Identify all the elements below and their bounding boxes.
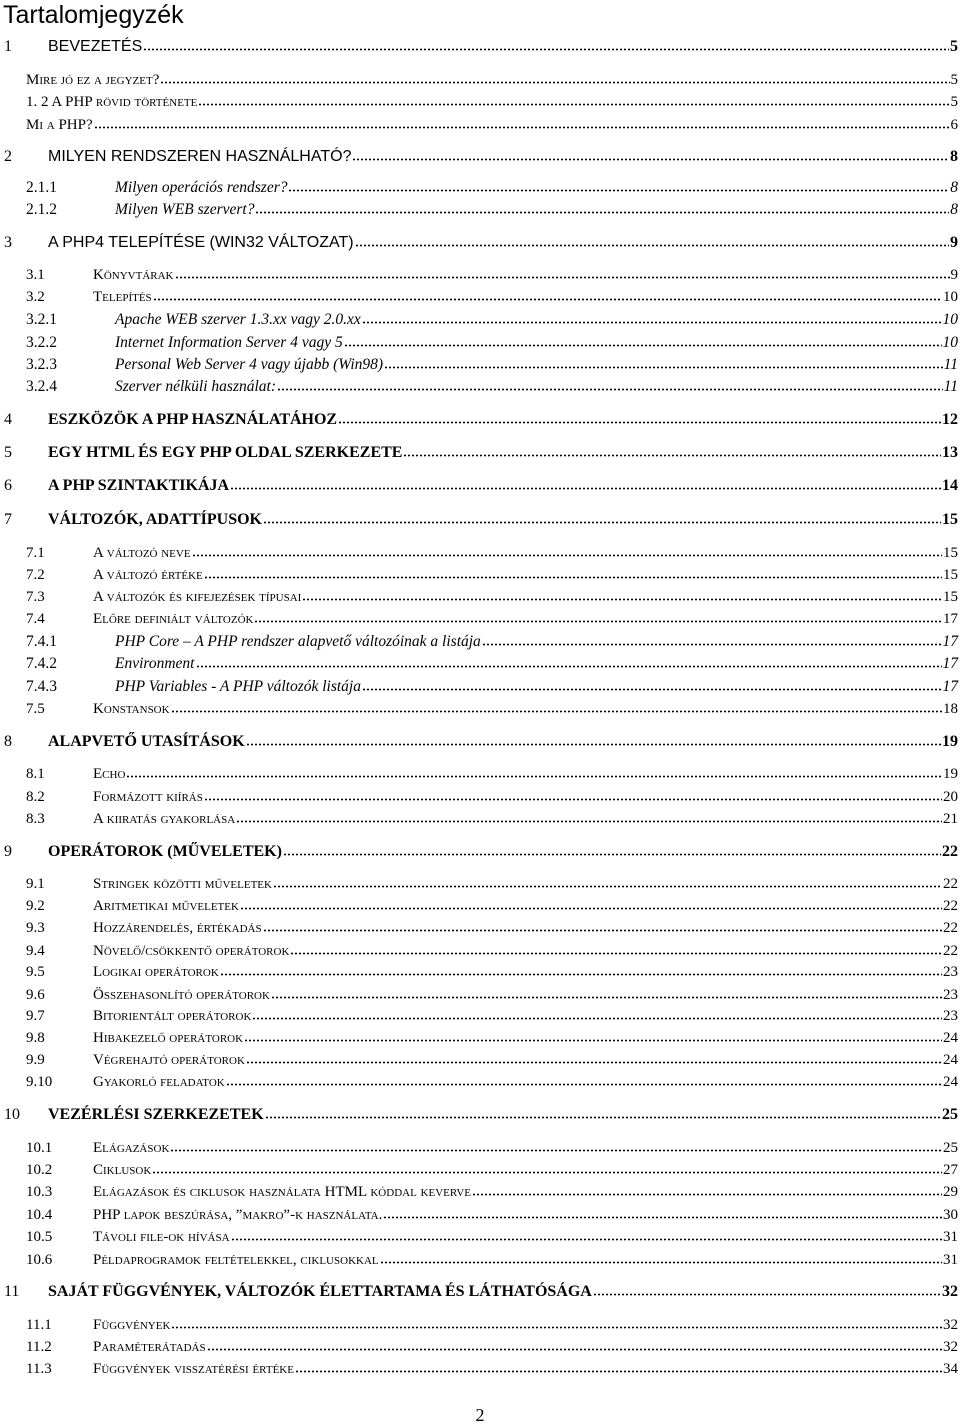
dot-leader: [403, 443, 941, 457]
toc-entry-number: 9.9: [26, 1052, 45, 1068]
dot-leader: [160, 70, 949, 84]
toc-entry-number: 10.4: [26, 1207, 53, 1223]
toc-entry-title: Personal Web Server 4 vagy újabb (Win98): [115, 356, 384, 373]
toc-entry-title: Mire jó ez a jegyzet?: [26, 72, 160, 88]
dot-leader: [277, 377, 943, 391]
toc-entry-page: 8: [950, 148, 958, 165]
toc-entry-title: Paraméterátadás: [93, 1339, 206, 1355]
toc-entry-title: Apache WEB szerver 1.3.xx vagy 2.0.xx: [115, 311, 361, 328]
dot-leader: [192, 543, 942, 557]
toc-entry[interactable]: [0, 874, 960, 896]
toc-entry[interactable]: [0, 1105, 960, 1127]
toc-entry-title: A változó neve: [93, 545, 191, 561]
toc-entry-title: VEZÉRLÉSI SZERKEZETEK: [48, 1106, 264, 1123]
toc-entry-page: 5: [950, 38, 958, 55]
toc-entry-number: 2: [4, 148, 12, 165]
dot-leader: [302, 587, 942, 601]
toc-entry[interactable]: [0, 1028, 960, 1050]
toc-entry-title: Függvények: [93, 1317, 171, 1333]
toc-entry-title: A változó értéke: [93, 567, 203, 583]
dot-leader: [171, 1315, 942, 1329]
dot-leader: [380, 1250, 942, 1264]
toc-entry[interactable]: [0, 587, 960, 609]
toc-entry-number: 10.2: [26, 1162, 53, 1178]
toc-entry[interactable]: [0, 355, 960, 377]
toc-entry-number: 9.6: [26, 987, 45, 1003]
toc-entry[interactable]: [0, 1359, 960, 1381]
toc-entry[interactable]: [0, 1160, 960, 1182]
toc-entry-title: Növelő/csökkentő operátorok: [93, 943, 290, 959]
toc-entry-number: 10.3: [26, 1184, 53, 1200]
toc-entry-number: 9: [4, 843, 12, 860]
toc-entry-page: 9: [950, 234, 958, 251]
toc-entry[interactable]: [0, 377, 960, 399]
toc-entry-title: Előre definiált változók: [93, 611, 254, 627]
toc-entry[interactable]: [0, 1315, 960, 1337]
dot-leader: [362, 310, 942, 324]
toc-entry[interactable]: [0, 233, 960, 255]
dot-leader: [175, 265, 950, 279]
dot-leader: [472, 1182, 942, 1196]
toc-entry[interactable]: [0, 147, 960, 169]
toc-entry[interactable]: [0, 609, 960, 631]
toc-entry-title: Environment: [115, 655, 195, 672]
dot-leader: [153, 287, 942, 301]
toc-entry-page: 22: [943, 920, 958, 936]
toc-entry[interactable]: [0, 333, 960, 355]
toc-entry-title: Mi a PHP?: [26, 117, 93, 133]
toc-entry-number: 7.4: [26, 611, 45, 627]
toc-entry-number: 7.5: [26, 701, 45, 717]
toc-entry-title: Stringek közötti műveletek: [93, 876, 272, 892]
dot-leader: [236, 809, 942, 823]
toc-entry-page: 25: [942, 1106, 958, 1123]
toc-entry-number: 9.5: [26, 964, 45, 980]
toc-entry-title: OPERÁTOROK (MŰVELETEK): [48, 843, 282, 860]
dot-leader: [344, 333, 942, 347]
toc-entry-page: 17: [942, 655, 958, 672]
toc-entry-title: PHP Variables - A PHP változók listája: [115, 678, 361, 695]
toc-entry[interactable]: [0, 677, 960, 699]
toc-entry[interactable]: [0, 985, 960, 1007]
dot-leader: [271, 985, 942, 999]
dot-leader: [482, 632, 942, 646]
toc-entry-number: 8.3: [26, 811, 45, 827]
toc-entry-title: Formázott kiírás: [93, 789, 203, 805]
toc-entry[interactable]: [0, 510, 960, 532]
toc-entry-page: 10: [942, 334, 958, 351]
toc-entry-page: 20: [943, 789, 958, 805]
toc-entry-title: Bitorientált operátorok: [93, 1008, 252, 1024]
dot-leader: [204, 787, 942, 801]
dot-leader: [283, 842, 941, 856]
toc-entry[interactable]: [0, 962, 960, 984]
toc-entry-page: 27: [943, 1162, 958, 1178]
toc-entry-number: 11: [4, 1283, 20, 1300]
toc-entry[interactable]: [0, 1182, 960, 1204]
toc-entry-page: 19: [943, 766, 958, 782]
toc-entry-page: 5: [950, 94, 958, 110]
toc-entry-page: 11: [943, 356, 958, 373]
dot-leader: [252, 1006, 942, 1020]
toc-entry-number: 7.1: [26, 545, 45, 561]
dot-leader: [226, 1072, 942, 1086]
toc-entry-page: 22: [943, 943, 958, 959]
toc-entry-title: Összehasonlító operátorok: [93, 987, 270, 1003]
toc-entry-page: 22: [943, 876, 958, 892]
dot-leader: [230, 476, 941, 490]
toc-entry-title: Echo: [93, 766, 126, 782]
toc-entry-page: 15: [942, 511, 958, 528]
dot-leader: [152, 1160, 942, 1174]
toc-entry-title: Távoli file-ok hívása: [93, 1229, 230, 1245]
toc-entry-page: 10: [943, 289, 958, 305]
toc-entry[interactable]: [0, 92, 960, 114]
dot-leader: [143, 37, 949, 51]
toc-entry[interactable]: [0, 941, 960, 963]
toc-entry-page: 17: [943, 611, 958, 627]
toc-entry-number: 3.2.4: [26, 378, 57, 395]
toc-entry-number: 7: [4, 511, 12, 528]
toc-entry-number: 7.4.3: [26, 678, 57, 695]
toc-entry-number: 2.1.2: [26, 201, 57, 218]
toc-entry-page: 9: [950, 267, 958, 283]
toc-entry[interactable]: [0, 287, 960, 309]
toc-entry-number: 7.4.2: [26, 655, 57, 672]
toc-entry-number: 9.2: [26, 898, 45, 914]
toc-entry-title: Elágazások: [93, 1140, 170, 1156]
dot-leader: [265, 1105, 941, 1119]
toc-entry-number: 2.1.1: [26, 179, 57, 196]
toc-entry-title: Milyen operációs rendszer?: [115, 179, 288, 196]
toc-entry-page: 32: [942, 1283, 958, 1300]
toc-entry[interactable]: [0, 1227, 960, 1249]
toc-entry-page: 11: [943, 378, 958, 395]
toc-entry[interactable]: [0, 732, 960, 754]
dot-leader: [384, 355, 943, 369]
toc-entry[interactable]: [0, 37, 960, 59]
dot-leader: [126, 764, 942, 778]
dot-leader: [338, 410, 941, 424]
page-title: Tartalomjegyzék: [3, 1, 184, 29]
toc-entry[interactable]: [0, 1250, 960, 1272]
dot-leader: [255, 200, 949, 214]
toc-entry[interactable]: [0, 842, 960, 864]
dot-leader: [207, 1337, 942, 1351]
toc-entry-title: Elágazások és ciklusok használata HTML kóddal keverve: [93, 1184, 471, 1200]
toc-entry-number: 8.2: [26, 789, 45, 805]
toc-entry[interactable]: [0, 265, 960, 287]
toc-entry[interactable]: [0, 200, 960, 222]
dot-leader: [593, 1282, 941, 1296]
toc-entry-number: 11.1: [26, 1317, 52, 1333]
toc-entry-page: 32: [943, 1339, 958, 1355]
toc-entry[interactable]: [0, 699, 960, 721]
toc-entry[interactable]: [0, 1006, 960, 1028]
dot-leader: [254, 609, 942, 623]
toc-entry[interactable]: [0, 565, 960, 587]
dot-leader: [362, 677, 942, 691]
toc-entry-title: ALAPVETŐ UTASÍTÁSOK: [48, 733, 245, 750]
dot-leader: [246, 732, 941, 746]
toc-entry-number: 11.3: [26, 1361, 52, 1377]
toc-entry-page: 24: [943, 1052, 958, 1068]
toc-entry-title: Internet Information Server 4 vagy 5: [115, 334, 343, 351]
toc-entry[interactable]: [0, 476, 960, 498]
dot-leader: [352, 147, 949, 161]
toc-entry-title: EGY HTML ÉS EGY PHP OLDAL SZERKEZETE: [48, 444, 403, 461]
toc-entry[interactable]: [0, 1072, 960, 1094]
toc-entry-number: 9.1: [26, 876, 45, 892]
toc-entry-number: 9.4: [26, 943, 45, 959]
toc-entry-number: 9.8: [26, 1030, 45, 1046]
toc-entry-title: SAJÁT FÜGGVÉNYEK, VÁLTOZÓK ÉLETTARTAMA ÉS LÁTHATÓSÁGA: [48, 1283, 592, 1300]
toc-entry-page: 15: [943, 589, 958, 605]
toc-entry-title: Logikai operátorok: [93, 964, 219, 980]
toc-entry-page: 5: [950, 72, 958, 88]
toc-entry-title: Végrehajtó operátorok: [93, 1052, 245, 1068]
dot-leader: [198, 92, 949, 106]
toc-entry-page: 31: [943, 1229, 958, 1245]
dot-leader: [171, 699, 942, 713]
toc-entry-page: 24: [943, 1030, 958, 1046]
toc-entry-page: 23: [943, 987, 958, 1003]
dot-leader: [246, 1050, 942, 1064]
toc-entry-title: Ciklusok: [93, 1162, 152, 1178]
toc-entry-title: A változók és kifejezések típusai: [93, 589, 302, 605]
toc-entry-title: PHP lapok beszúrása, ”makro”-k használata.: [93, 1207, 383, 1223]
toc-entry-number: 3.1: [26, 267, 45, 283]
page-number: 2: [475, 1405, 485, 1425]
toc-entry[interactable]: [0, 70, 960, 92]
toc-entry-title: PHP Core – A PHP rendszer alapvető változóinak a listája: [115, 633, 481, 650]
toc-entry-title: ESZKÖZÖK A PHP HASZNÁLATÁHOZ: [48, 411, 338, 428]
toc-entry-number: 9.3: [26, 920, 45, 936]
toc-entry-page: 19: [942, 733, 958, 750]
toc-entry[interactable]: [0, 918, 960, 940]
toc-entry[interactable]: [0, 310, 960, 332]
toc-entry-page: 13: [942, 444, 958, 461]
toc-entry-title: Gyakorló feladatok: [93, 1074, 225, 1090]
toc-entry-page: 34: [943, 1361, 958, 1377]
toc-entry-number: 9.10: [26, 1074, 53, 1090]
toc-entry-number: 3.2: [26, 289, 45, 305]
dot-leader: [240, 896, 942, 910]
toc-entry-title: Milyen WEB szervert?: [115, 201, 255, 218]
dot-leader: [263, 918, 942, 932]
toc-entry-number: 10.6: [26, 1252, 53, 1268]
toc-entry[interactable]: [0, 178, 960, 200]
toc-entry[interactable]: [0, 1337, 960, 1359]
toc-entry[interactable]: [0, 1138, 960, 1160]
toc-entry[interactable]: [0, 1205, 960, 1227]
toc-entry[interactable]: [0, 809, 960, 831]
dot-leader: [288, 178, 949, 192]
toc-entry[interactable]: [0, 410, 960, 432]
toc-entry-title: Konstansok: [93, 701, 170, 717]
toc-entry-page: 15: [943, 545, 958, 561]
dot-leader: [170, 1138, 942, 1152]
toc-entry-page: 25: [943, 1140, 958, 1156]
toc-entry-title: Hozzárendelés, értékadás: [93, 920, 262, 936]
toc-entry-number: 3: [4, 234, 12, 251]
dot-leader: [290, 941, 942, 955]
toc-entry-number: 10.1: [26, 1140, 53, 1156]
toc-entry-page: 17: [942, 633, 958, 650]
toc-entry[interactable]: [0, 787, 960, 809]
toc-entry-title: Könyvtárak: [93, 267, 174, 283]
toc-entry[interactable]: [0, 632, 960, 654]
toc-entry-page: 24: [943, 1074, 958, 1090]
dot-leader: [231, 1227, 942, 1241]
toc-entry-page: 15: [943, 567, 958, 583]
toc-entry-page: 17: [942, 678, 958, 695]
dot-leader: [204, 565, 942, 579]
toc-entry-page: 31: [943, 1252, 958, 1268]
toc-entry-number: 11.2: [26, 1339, 52, 1355]
toc-entry-page: 23: [943, 964, 958, 980]
toc-entry-number: 10.5: [26, 1229, 53, 1245]
dot-leader: [244, 1028, 942, 1042]
toc-entry-title: BEVEZETÉS: [48, 38, 143, 55]
toc-entry[interactable]: [0, 1282, 960, 1304]
toc-entry-page: 22: [943, 898, 958, 914]
toc-entry-page: 23: [943, 1008, 958, 1024]
toc-entry-title: MILYEN RENDSZEREN HASZNÁLHATÓ?: [48, 148, 352, 165]
toc-entry-number: 9.7: [26, 1008, 45, 1024]
dot-leader: [355, 233, 949, 247]
toc-entry-number: 8: [4, 733, 12, 750]
toc-entry-title: VÁLTOZÓK, ADATTÍPUSOK: [48, 511, 262, 528]
toc-entry-number: 3.2.3: [26, 356, 57, 373]
dot-leader: [273, 874, 942, 888]
dot-leader: [94, 115, 950, 129]
toc-entry-title: Aritmetikai műveletek: [93, 898, 239, 914]
toc-entry-page: 30: [943, 1207, 958, 1223]
toc-entry-title: A PHP4 TELEPÍTÉSE (WIN32 VÁLTOZAT): [48, 234, 354, 251]
toc-entry-page: 21: [943, 811, 958, 827]
dot-leader: [196, 654, 942, 668]
dot-leader: [263, 510, 941, 524]
toc-entry-page: 10: [942, 311, 958, 328]
toc-entry-page: 14: [942, 477, 958, 494]
toc-entry-number: 3.2.2: [26, 334, 57, 351]
toc-entry-page: 12: [942, 411, 958, 428]
toc-entry[interactable]: [0, 443, 960, 465]
toc-entry-number: 6: [4, 477, 12, 494]
toc-entry-page: 22: [942, 843, 958, 860]
toc-entry[interactable]: [0, 115, 960, 137]
toc-entry-page: 18: [943, 701, 958, 717]
toc-entry-page: 6: [950, 117, 958, 133]
toc-entry-number: 1: [4, 38, 12, 55]
toc-entry-title: 1. 2 A PHP rövid története: [26, 94, 198, 110]
toc-entry-title: Függvények visszatérési értéke: [93, 1361, 294, 1377]
toc-entry-number: 5: [4, 444, 12, 461]
toc-entry-number: 4: [4, 411, 12, 428]
toc-entry-title: Példaprogramok feltételekkel, ciklusokkal: [93, 1252, 379, 1268]
toc-entry-title: A kiiratás gyakorlása: [93, 811, 236, 827]
toc-entry-page: 32: [943, 1317, 958, 1333]
toc-entry-title: Szerver nélküli használat:: [115, 378, 277, 395]
toc-entry-number: 8.1: [26, 766, 45, 782]
toc-entry[interactable]: [0, 543, 960, 565]
toc-entry-number: 7.4.1: [26, 633, 57, 650]
toc-entry-title: Telepítés: [93, 289, 152, 305]
toc-entry-title: A PHP SZINTAKTIKÁJA: [48, 477, 230, 494]
toc-entry-page: 8: [950, 179, 958, 196]
toc-entry-number: 7.3: [26, 589, 45, 605]
toc-entry-number: 10: [4, 1106, 20, 1123]
toc-entry[interactable]: [0, 1050, 960, 1072]
toc-entry-title: Hibakezelő operátorok: [93, 1030, 244, 1046]
dot-leader: [383, 1205, 942, 1219]
toc-entry[interactable]: [0, 896, 960, 918]
toc-entry-page: 8: [950, 201, 958, 218]
toc-entry-page: 29: [943, 1184, 958, 1200]
toc-entry[interactable]: [0, 764, 960, 786]
dot-leader: [220, 962, 942, 976]
toc-entry[interactable]: [0, 654, 960, 676]
toc-entry-number: 7.2: [26, 567, 45, 583]
toc-entry-number: 3.2.1: [26, 311, 57, 328]
dot-leader: [295, 1359, 942, 1373]
